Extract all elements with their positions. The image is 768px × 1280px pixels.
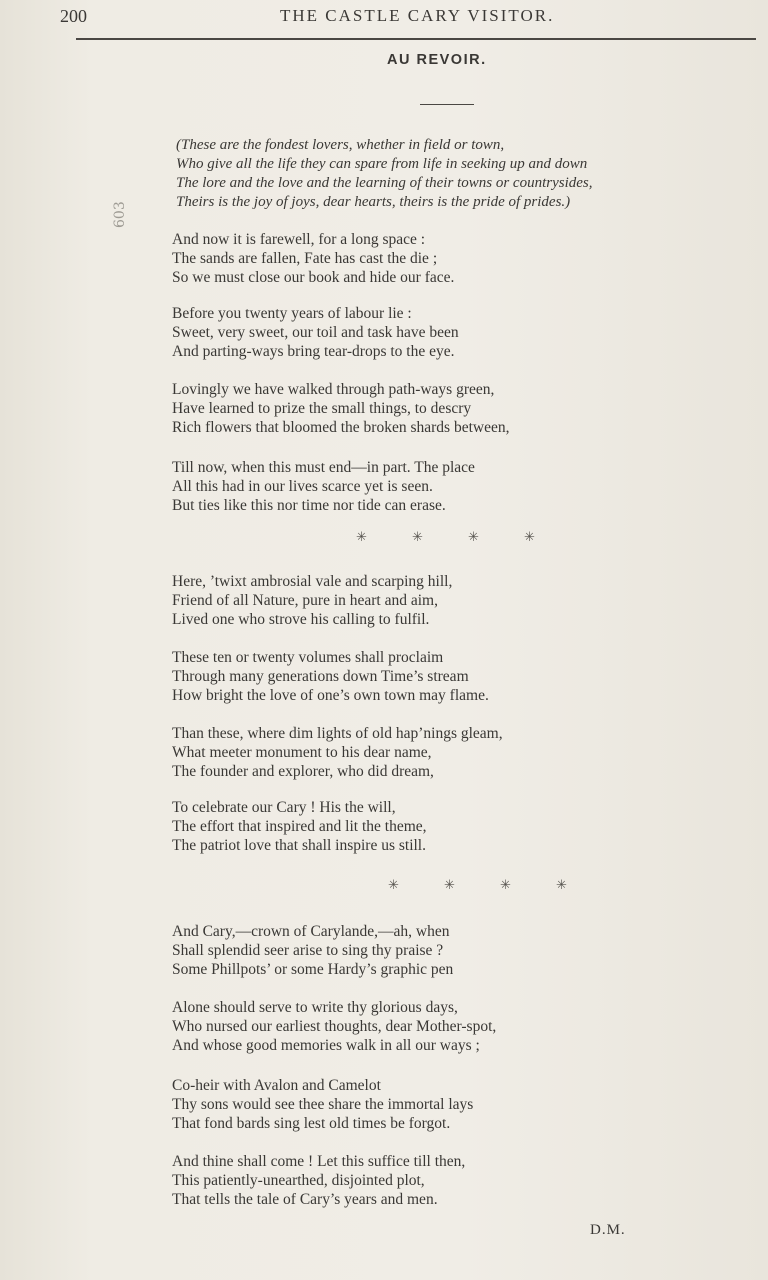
intro-line: (These are the fondest lovers, whether in field or town, xyxy=(176,137,505,153)
verse-line: Some Phillpots’ or some Hardy’s graphic pen xyxy=(172,961,454,978)
verse-line: What meeter monument to his dear name, xyxy=(172,744,432,761)
stanza xyxy=(172,1076,473,1133)
stanza xyxy=(172,922,453,979)
verse-line: Here, ’twixt ambrosial vale and scarping hill, xyxy=(172,573,453,590)
intro-stanza xyxy=(176,136,592,212)
title-rule xyxy=(420,104,474,105)
stanza xyxy=(172,230,454,287)
stanza xyxy=(172,380,509,437)
verse-line: Alone should serve to write thy glorious days, xyxy=(172,999,458,1016)
section-separator xyxy=(356,530,580,545)
verse-line: Friend of all Nature, pure in heart and aim, xyxy=(172,592,438,609)
verse-line: Till now, when this must end—in part. The place xyxy=(172,459,475,476)
verse-line: Who nursed our earliest thoughts, dear Mother-spot, xyxy=(172,1018,497,1035)
verse-line: And whose good memories walk in all our ways ; xyxy=(172,1037,480,1054)
stanza xyxy=(172,572,452,629)
verse-line: But ties like this nor time nor tide can erase. xyxy=(172,497,446,514)
stanza xyxy=(172,1152,465,1209)
intro-line: Theirs is the joy of joys, dear hearts, theirs is the pride of prides.) xyxy=(176,194,571,210)
verse-line: Have learned to prize the small things, to descry xyxy=(172,400,472,417)
separator-star: ✳ xyxy=(468,530,479,545)
verse-line: How bright the love of one’s own town may flame. xyxy=(172,687,489,704)
separator-star: ✳ xyxy=(356,530,367,545)
verse-line: The founder and explorer, who did dream, xyxy=(172,763,434,780)
verse-line: The effort that inspired and lit the theme, xyxy=(172,818,427,835)
separator-star: ✳ xyxy=(388,878,399,893)
verse-line: That tells the tale of Cary’s years and men. xyxy=(172,1191,438,1208)
verse-line: Rich flowers that bloomed the broken shards between, xyxy=(172,419,510,436)
verse-line: Thy sons would see thee share the immortal lays xyxy=(172,1096,474,1113)
verse-line: So we must close our book and hide our face. xyxy=(172,269,455,286)
verse-line: All this had in our lives scarce yet is seen. xyxy=(172,478,433,495)
poem-title: AU REVOIR. xyxy=(387,52,487,68)
stanza xyxy=(172,798,427,855)
verse-line: The patriot love that shall inspire us still. xyxy=(172,837,426,854)
running-head: THE CASTLE CARY VISITOR. xyxy=(280,6,555,25)
header-rule xyxy=(76,38,756,40)
stanza xyxy=(172,998,496,1055)
verse-line: Before you twenty years of labour lie : xyxy=(172,305,412,322)
page-number: 200 xyxy=(60,6,87,26)
separator-star: ✳ xyxy=(500,878,511,893)
verse-line: Lived one who strove his calling to fulfil. xyxy=(172,611,430,628)
separator-star: ✳ xyxy=(556,878,567,893)
verse-line: The sands are fallen, Fate has cast the die ; xyxy=(172,250,438,267)
separator-star: ✳ xyxy=(412,530,423,545)
intro-line: Who give all the life they can spare from life in seeking up and down xyxy=(176,156,588,172)
verse-line: And parting-ways bring tear-drops to the eye. xyxy=(172,343,455,360)
verse-line: Sweet, very sweet, our toil and task have been xyxy=(172,324,459,341)
stanza xyxy=(172,304,459,361)
author-signature: D.M. xyxy=(590,1222,626,1238)
verse-line: Co-heir with Avalon and Camelot xyxy=(172,1077,381,1094)
verse-line: This patiently-unearthed, disjointed plot, xyxy=(172,1172,425,1189)
verse-line: To celebrate our Cary ! His the will, xyxy=(172,799,396,816)
margin-pencil-note: 603 xyxy=(112,201,128,228)
stanza xyxy=(172,724,503,781)
verse-line: And now it is farewell, for a long space : xyxy=(172,231,426,248)
verse-line: Shall splendid seer arise to sing thy praise ? xyxy=(172,942,444,959)
verse-line: And thine shall come ! Let this suffice till then, xyxy=(172,1153,466,1170)
separator-star: ✳ xyxy=(444,878,455,893)
separator-star: ✳ xyxy=(524,530,535,545)
verse-line: These ten or twenty volumes shall proclaim xyxy=(172,649,444,666)
stanza xyxy=(172,648,489,705)
verse-line: That fond bards sing lest old times be forgot. xyxy=(172,1115,451,1132)
verse-line: Through many generations down Time’s stream xyxy=(172,668,469,685)
section-separator xyxy=(388,878,612,893)
intro-line: The lore and the love and the learning of their towns or countrysides, xyxy=(176,175,593,191)
verse-line: Than these, where dim lights of old hap’nings gleam, xyxy=(172,725,503,742)
verse-line: Lovingly we have walked through path-ways green, xyxy=(172,381,495,398)
stanza xyxy=(172,458,475,515)
verse-line: And Cary,—crown of Carylande,—ah, when xyxy=(172,923,450,940)
